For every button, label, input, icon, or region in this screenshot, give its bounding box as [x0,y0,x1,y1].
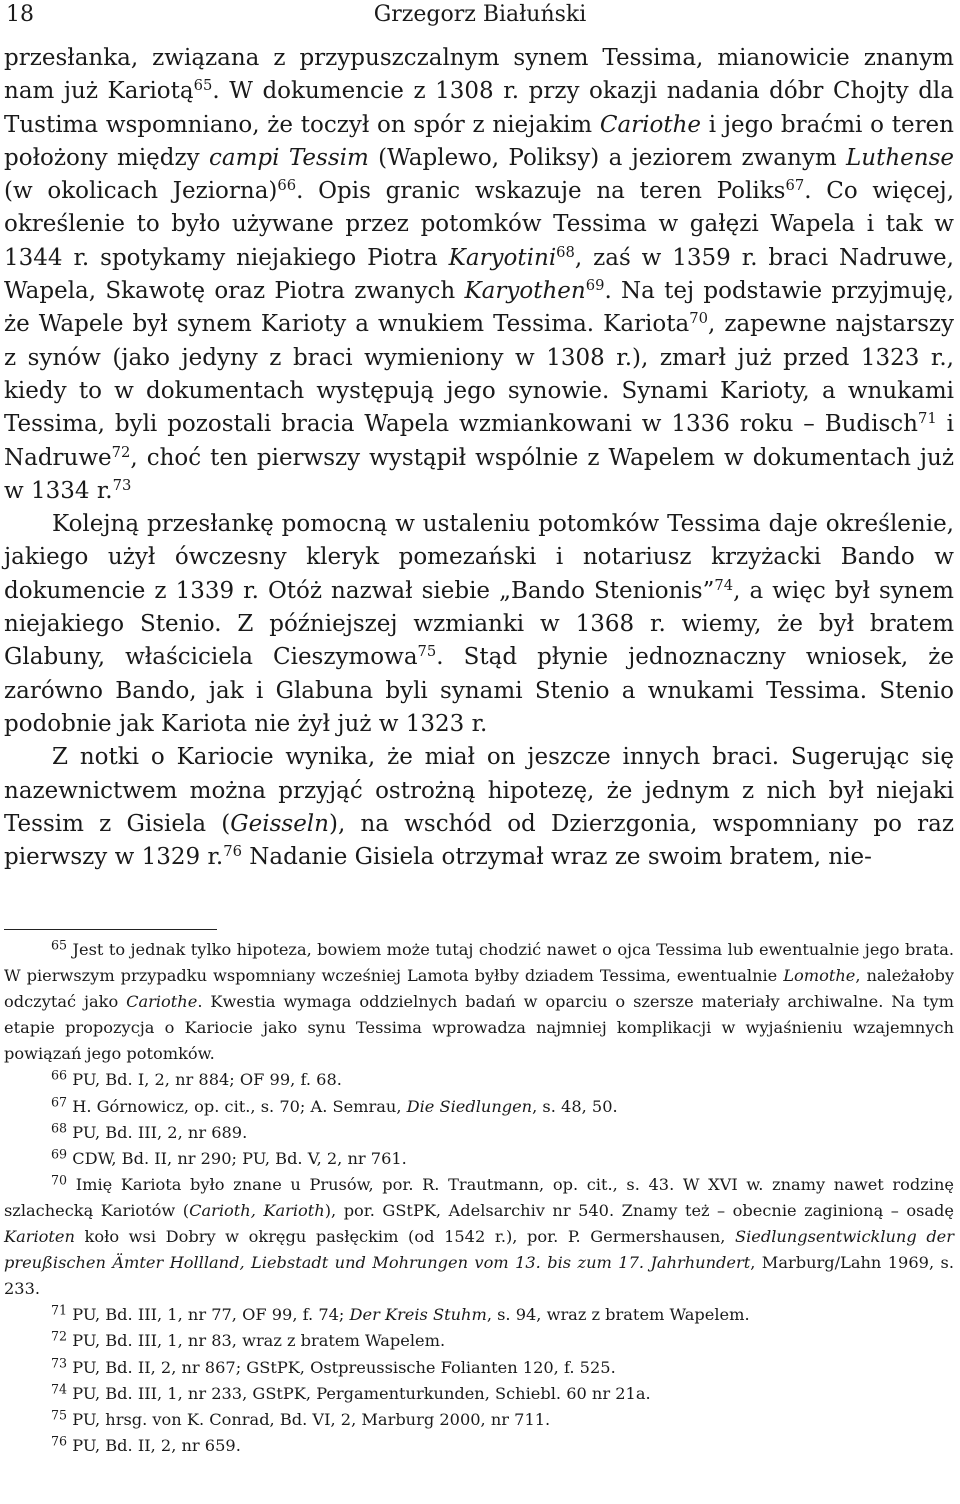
footnote-ref-66[interactable]: 66 [277,177,297,195]
page-number: 18 [6,2,34,27]
italic-term: Cariothe [599,111,702,138]
footnote-ref-69[interactable]: 69 [585,276,605,294]
footnote-76: $^{76}$ PU, Bd. II, 2, nr 659. [51,1433,241,1455]
paragraph-1: przesłanka, związana z przypuszczalnym synem Tessima, mianowicie znanym nam już Kariotą$^{65}$. W dokumencie z 1308 r. przy okazji nadania dóbr Chojty dla Tustima wspomniano, że toczył on spór z niejakim Cariothe i jego braćmi o teren położony między campi Tessim (Waplewo, Poliksy) a jeziorem zwanym Luthense (w okolicach Jeziorna)$^{66}$. Opis granic wskazuje na teren Poliks$^{67}$. Co więcej, określenie to było używane przez potomków Tessima w gałęzi Wapela i tak w 1344 r. spotykamy niejakiego Piotra Karyotini$^{68}$, zaś w 1359 r. braci Nadruwe, Wapela, Skawotę oraz Piotra zwanych Karyothen$^{69}$. Na tej podstawie przyjmuję, że Wapele był synem Karioty a wnukiem Tessima. Kariota$^{70}$, zapewne najstarszy z synów (jako jedyny z braci wymieniony w 1308 r.), zmarł już przed 1323 r., kiedy to w dokumentach występują jego synowie. Synami Karioty, a wnukami Tessima, byli pozostali bracia Wapela wzmiankowani w 1336 roku – Budisch$^{71}$ i Nadruwe$^{72}$, choć ten pierwszy wystąpił wspólnie z Wapelem w dokumentach już w 1334 r.$^{73}$ [4,45,954,504]
footnote-ref-74[interactable]: 74 [714,576,734,594]
footnote-ref-73[interactable]: 73 [112,476,132,494]
footnote-66: $^{66}$ PU, Bd. I, 2, nr 884; OF 99, f. 68. [51,1067,342,1090]
running-header [0,0,960,34]
footnote-72: $^{72}$ PU, Bd. III, 1, nr 83, wraz z bratem Wapelem. [51,1328,446,1351]
footnote-ref-72[interactable]: 72 [111,443,131,461]
footnote-69: $^{69}$ CDW, Bd. II, nr 290; PU, Bd. V, 2, nr 761. [51,1146,407,1168]
footnote-65: $^{65}$ Jest to jednak tylko hipoteza, bowiem może tutaj chodzić nawet o ojca Tessima lub ewentualnie jego brata. W pierwszym przypadku wspomniany wcześniej Lamota byłby dziadem Tessima, ewentualnie Lomothe, należałoby odczytać jako Cariothe. Kwestia wymaga oddzielnych badań w oparciu o szersze materiały archiwalne. Na tym etapie propozycja o Kariocie jako synu Tessima wprowadza najmniej komplikacji w wyjaśnieniu wzajemnych powiązań jego potomków. [4,937,955,1064]
footnote-75: $^{75}$ PU, hrsg. von K. Conrad, Bd. VI, 2, Marburg 2000, nr 711. [51,1407,551,1429]
paragraph-2: Kolejną przesłankę pomocną w ustaleniu potomków Tessima daje określenie, jakiego użył ówczesny kleryk pomezański i notariusz krzyżacki Bando w dokumencie z 1339 r. Otóż nazwał siebie „Bando Stenionis”$^{74}$, a więc był synem niejakiego Stenio. Z późniejszej wzmianki w 1368 r. wiemy, że był bratem Glabuny, właściciela Cieszymowa$^{75}$. Stąd płynie jednoznaczny wniosek, że zarówno Bando, jak i Glabuna byli synami Stenio a wnukami Tessima. Stenio podobnie jak Kariota nie żył już w 1323 r. [4,511,954,737]
italic-term: Luthense [846,144,954,171]
footnotes [4,937,954,1459]
footnote-68: $^{68}$ PU, Bd. III, 2, nr 689. [51,1119,248,1142]
paragraph-3: Z notki o Kariocie wynika, że miał on jeszcze innych braci. Sugerując się nazewnictwem można przyjąć ostrożną hipotezę, że jednym z nich był niejaki Tessim z Gisiela (Geisseln), na wschód od Dzierzgonia, wspomniany po raz pierwszy w 1329 r.$^{76}$ Nadanie Gisiela otrzymał wraz ze swoim bratem, nie- [4,744,954,871]
footnote-separator [4,929,217,930]
footnote-74: $^{74}$ PU, Bd. III, 1, nr 233, GStPK, Pergamenturkunden, Schiebl. 60 nr 21a. [51,1380,651,1403]
footnote-ref-67[interactable]: 67 [785,177,805,195]
italic-term: Karyothen [464,278,586,305]
italic-term: campi Tessim [209,144,369,171]
italic-term: Geisseln [230,810,329,837]
footnote-67: $^{67}$ H. Górnowicz, op. cit., s. 70; A. Semrau, Die Siedlungen, s. 48, 50. [51,1093,618,1116]
running-head-author: Grzegorz Białuński [373,2,587,27]
italic-term: Karyotini [448,244,557,271]
main-text [4,42,954,874]
footnote-ref-68[interactable]: 68 [556,243,575,261]
footnote-ref-65[interactable]: 65 [193,77,213,95]
footnote-ref-70[interactable]: 70 [689,310,708,328]
footnote-70: $^{70}$ Imię Kariota było znane u Prusów, por. R. Trautmann, op. cit., s. 43. W XVI w. znamy nawet rodzinę szlachecką Kariotów (Carioth, Karioth), por. GStPK, Adelsarchiv nr 540. Znamy też – obecnie zaginioną – osadę Karioten koło wsi Dobry w okręgu pasłęckim (od 1542 r.), por. P. Germershausen, Siedlungsentwicklung der preußischen Ämter Hollland, Liebstadt und Mohrungen vom 13. bis zum 17. Jahrhundert, Marburg/Lahn 1969, s. 233. [4,1172,954,1299]
footnote-ref-71[interactable]: 71 [918,410,937,428]
footnote-71: $^{71}$ PU, Bd. III, 1, nr 77, OF 99, f. 74; Der Kreis Stuhm, s. 94, wraz z bratem Wapelem. [51,1302,750,1325]
footnote-ref-76[interactable]: 76 [223,843,242,861]
footnote-ref-75[interactable]: 75 [417,643,437,661]
footnote-73: $^{73}$ PU, Bd. II, 2, nr 867; GStPK, Ostpreussische Folianten 120, f. 525. [51,1354,616,1377]
